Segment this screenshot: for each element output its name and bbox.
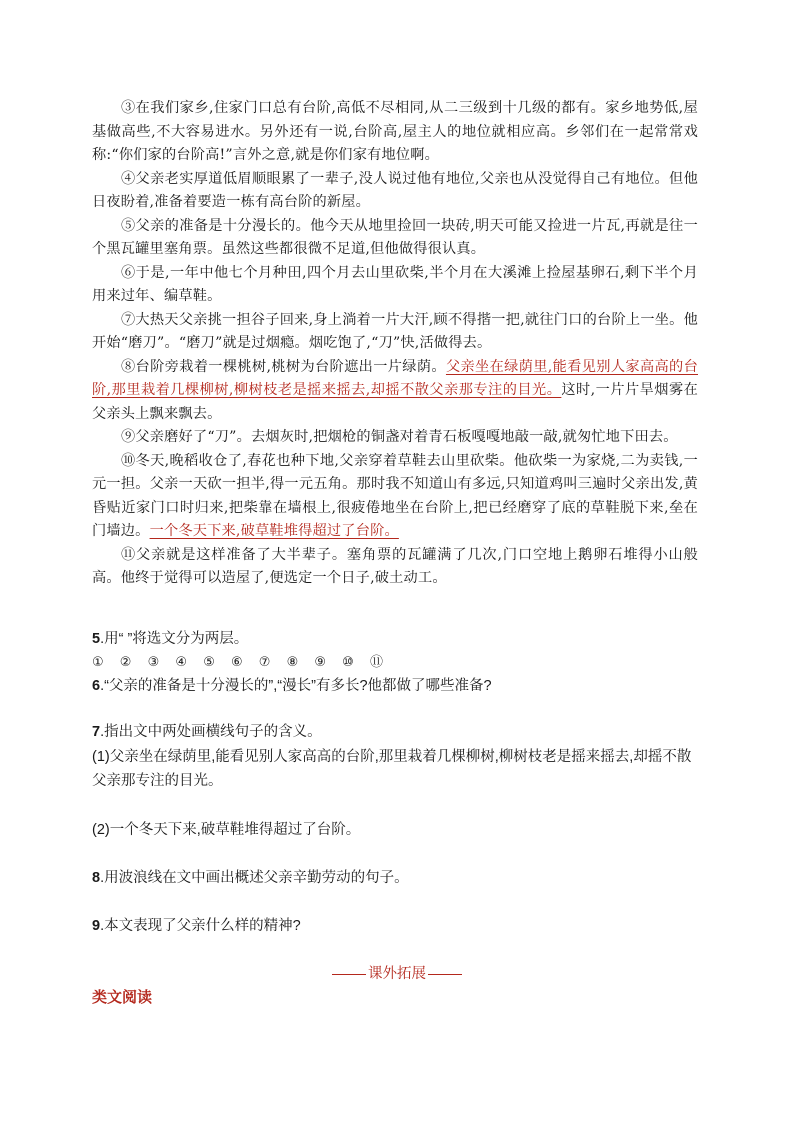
circle-number: ⑥ [230, 655, 243, 670]
paragraph-9: ⑨父亲磨好了“刀”。去烟灰时,把烟枪的铜盏对着青石板嘎嘎地敲一敲,就匆忙地下田去。 [121, 429, 678, 445]
underlined-sentence-1: 父亲坐在绿荫里,能看见别人家高高的台阶,那里栽着几棵柳树,柳树枝老是摇来摇去,却摇不散父亲那专注的目光。 [92, 358, 698, 398]
question-6-text: .“父亲的准备是十分漫长的”,“漫长”有多长?他都做了哪些准备? [100, 678, 492, 694]
circle-number: ⑧ [286, 655, 299, 670]
question-7-part-2: (2)一个冬天下来,破草鞋堆得超过了台阶。 [92, 822, 361, 838]
circle-number: ⑩ [342, 655, 354, 670]
question-9-text: .本文表现了父亲什么样的精神? [100, 918, 301, 934]
question-6 [92, 674, 702, 698]
paragraph-number-row [92, 651, 395, 670]
paragraph-5: ⑤父亲的准备是十分漫长的。他今天从地里捡回一块砖,明天可能又捡进一片瓦,再就是往一个黑瓦罐里塞角票。虽然这些都很微不足道,但他做得很认真。 [92, 217, 698, 257]
paragraph-6: ⑥于是,一年中他七个月种田,四个月去山里砍柴,半个月在大溪滩上捡屋基卵石,剩下半个月用来过年、编草鞋。 [92, 264, 698, 304]
circle-number: ④ [175, 655, 188, 670]
circle-number: ② [119, 655, 132, 670]
heading-rule-left [332, 974, 366, 975]
paragraph-4: ④父亲老实厚道低眉顺眼累了一辈子,没人说过他有地位,父亲也从没觉得自己有地位。但他日夜盼着,准备着要造一栋有高台阶的新屋。 [92, 170, 698, 210]
paragraph-7: ⑦大热天父亲挑一担谷子回来,身上淌着一片大汗,顾不得揩一把,就往门口的台阶上一坐。他开始“磨刀”。“磨刀”就是过烟瘾。烟吃饱了,“刀”快,活做得去。 [92, 311, 698, 351]
paragraph-3: ③在我们家乡,住家门口总有台阶,高低不尽相同,从二三级到十几级的都有。家乡地势低,屋基做高些,不大容易进水。另外还有一说,台阶高,屋主人的地位就相应高。乡邻们在一起常常戏称:“你们家的台阶高!”言外之意,就是你们家有地位啊。 [92, 100, 698, 163]
underlined-sentence-2: 一个冬天下来,破草鞋堆得超过了台阶。 [149, 523, 399, 539]
section-title: 课外拓展 [368, 966, 426, 982]
paragraph-8-text: ⑧台阶旁栽着一棵桃树,桃树为台阶遮出一片绿荫。 [121, 358, 446, 375]
circle-number: ⑦ [258, 655, 271, 670]
paragraph-10-text: ⑩冬天,晚稻收仓了,春花也种下地,父亲穿着草鞋去山里砍柴。他砍柴一为家烧,二为卖钱,一元一担。父亲一天砍一担半,得一元五角。那时我不知道山有多远,只知道鸡叫三遍时父亲出发,黄昏贴近家门口时归来,把柴靠在墙根上,很疲倦地坐在台阶上,把已经磨穿了底的草鞋脱下来,垒在门墙边。 [92, 452, 698, 539]
reading-passage [92, 97, 698, 591]
section-subtitle: 类文阅读 [92, 989, 153, 1006]
paragraph-10 [92, 450, 698, 544]
paragraph-8 [92, 356, 698, 427]
circle-number: ⑪ [369, 655, 383, 670]
circle-number: ③ [147, 655, 160, 670]
paragraph-8-tail: 这时,一片片旱烟雾在父亲头上飘来飘去。 [92, 382, 698, 422]
question-7-number: 7 [92, 724, 101, 740]
question-5-text: .用“ ”将选文分为两层。 [100, 631, 249, 647]
heading-rule-right [428, 974, 462, 975]
circle-number: ⑨ [314, 655, 327, 670]
paragraph-11: ⑪父亲就是这样准备了大半辈子。塞角票的瓦罐满了几次,门口空地上鹅卵石堆得小山般高。他终于觉得可以造屋了,便选定一个日子,破土动工。 [92, 546, 698, 586]
question-8-text: .用波浪线在文中画出概述父亲辛勤劳动的句子。 [100, 870, 409, 886]
question-7-part-1: (1)父亲坐在绿荫里,能看见别人家高高的台阶,那里栽着几棵柳树,柳树枝老是摇来摇去,却摇不散父亲那专注的目光。 [92, 749, 692, 789]
question-8 [92, 866, 702, 890]
question-7-text: .指出文中两处画横线句子的含义。 [100, 724, 322, 740]
question-8-number: 8 [92, 870, 101, 886]
section-heading [0, 962, 794, 983]
circle-number: ① [92, 655, 104, 670]
question-5 [92, 627, 702, 651]
circle-number: ⑤ [203, 655, 215, 670]
question-9 [92, 914, 702, 938]
question-7 [92, 720, 702, 744]
question-6-number: 6 [92, 678, 101, 694]
question-9-number: 9 [92, 918, 101, 934]
question-5-number: 5 [92, 631, 101, 647]
